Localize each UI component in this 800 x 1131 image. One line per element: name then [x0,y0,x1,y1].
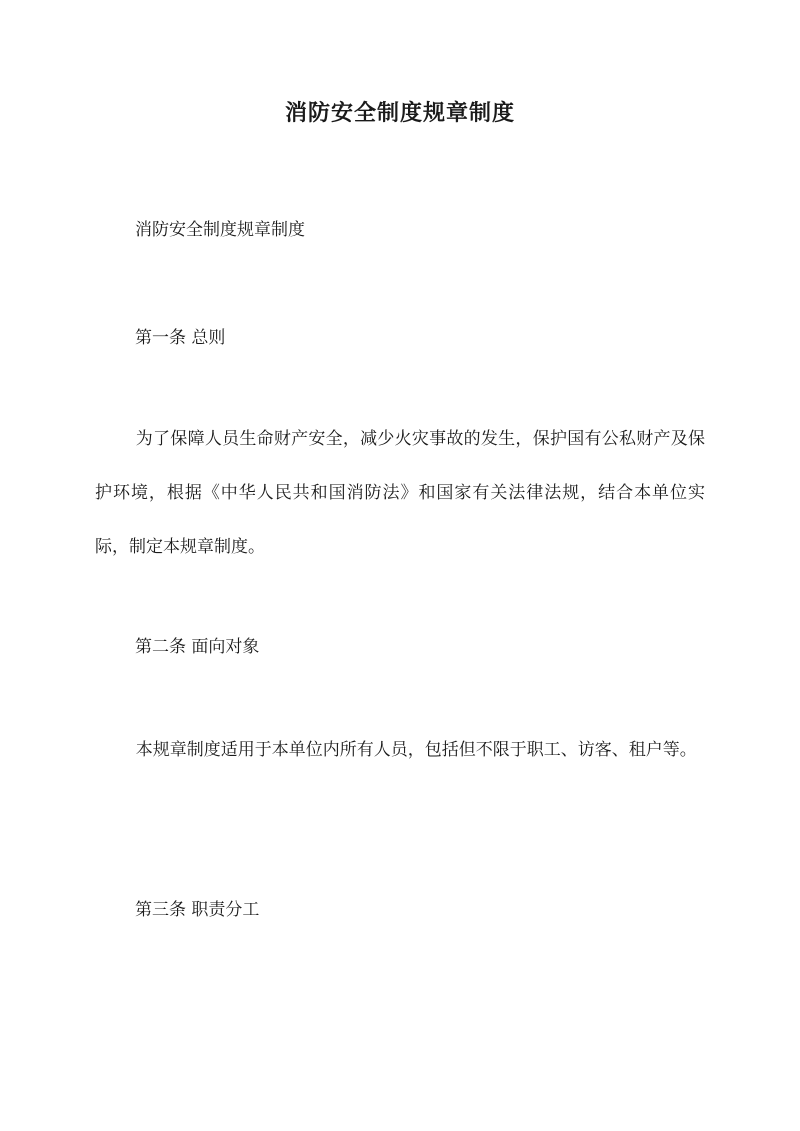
article-1-paragraph: 为了保障人员生命财产安全，减少火灾事故的发生，保护国有公私财产及保护环境，根据《中华人民共和国消防法》和国家有关法律法规，结合本单位实际，制定本规章制度。 [95,429,705,557]
article-3-heading: 第三条 职责分工 [135,900,260,920]
article-2-heading: 第二条 面向对象 [135,637,260,657]
subtitle-line: 消防安全制度规章制度 [135,220,305,240]
article-1-heading: 第一条 总则 [135,328,226,348]
document-title: 消防安全制度规章制度 [284,100,515,126]
article-2-paragraph: 本规章制度适用于本单位内所有人员，包括但不限于职工、访客、租户等。 [135,740,697,760]
